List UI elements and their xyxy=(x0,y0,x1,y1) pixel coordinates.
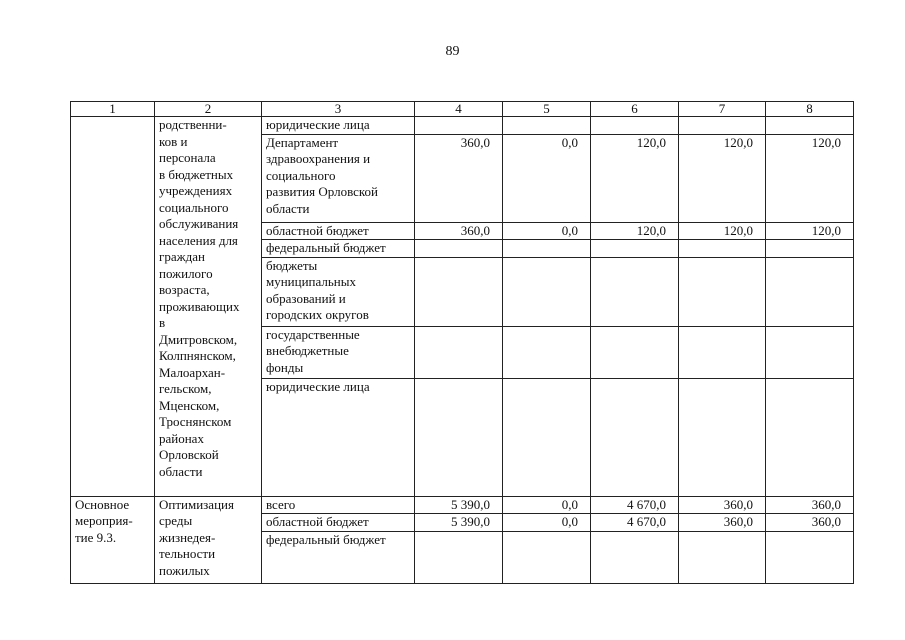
value-cell xyxy=(415,240,503,258)
value-cell xyxy=(591,326,679,378)
funding-source: областной бюджет xyxy=(262,514,415,532)
value-cell: 120,0 xyxy=(679,134,766,222)
value-cell: 0,0 xyxy=(503,496,591,514)
header-cell: 2 xyxy=(155,102,262,117)
value-cell xyxy=(415,117,503,135)
value-cell xyxy=(503,378,591,496)
value-cell xyxy=(766,326,854,378)
header-row xyxy=(71,102,854,117)
value-cell xyxy=(591,378,679,496)
value-cell: 5 390,0 xyxy=(415,514,503,532)
value-cell: 360,0 xyxy=(766,514,854,532)
header-cell: 1 xyxy=(71,102,155,117)
value-cell xyxy=(679,117,766,135)
value-cell xyxy=(766,117,854,135)
budget-table xyxy=(70,101,854,584)
funding-source: областной бюджет xyxy=(262,222,415,240)
value-cell: 120,0 xyxy=(679,222,766,240)
header-cell: 6 xyxy=(591,102,679,117)
value-cell xyxy=(679,326,766,378)
value-cell xyxy=(679,531,766,583)
header-cell: 4 xyxy=(415,102,503,117)
funding-source: юридические лица xyxy=(262,117,415,135)
funding-source: федеральный бюджет xyxy=(262,240,415,258)
value-cell: 0,0 xyxy=(503,222,591,240)
value-cell xyxy=(766,257,854,326)
value-cell: 0,0 xyxy=(503,134,591,222)
funding-source: Департамент здравоохранения и социального развития Орловской области xyxy=(262,134,415,222)
activity-description: Оптимизация среды жизнедея- тельности пожилых xyxy=(155,496,262,583)
value-cell xyxy=(591,240,679,258)
value-cell xyxy=(503,240,591,258)
value-cell: 360,0 xyxy=(415,134,503,222)
value-cell xyxy=(503,257,591,326)
value-cell xyxy=(766,240,854,258)
funding-source: федеральный бюджет xyxy=(262,531,415,583)
value-cell xyxy=(679,240,766,258)
value-cell: 120,0 xyxy=(591,134,679,222)
value-cell xyxy=(415,531,503,583)
funding-source: бюджеты муниципальных образований и городских округов xyxy=(262,257,415,326)
value-cell xyxy=(766,531,854,583)
value-cell: 360,0 xyxy=(679,496,766,514)
value-cell xyxy=(591,257,679,326)
value-cell xyxy=(766,378,854,496)
funding-source: юридические лица xyxy=(262,378,415,496)
value-cell: 360,0 xyxy=(679,514,766,532)
table-row xyxy=(71,496,854,514)
value-cell: 360,0 xyxy=(766,496,854,514)
value-cell: 4 670,0 xyxy=(591,496,679,514)
value-cell xyxy=(679,257,766,326)
header-cell: 7 xyxy=(679,102,766,117)
value-cell xyxy=(679,378,766,496)
value-cell xyxy=(503,531,591,583)
funding-source: государственные внебюджетные фонды xyxy=(262,326,415,378)
value-cell xyxy=(415,378,503,496)
activity-title: Основное мероприя- тие 9.3. xyxy=(71,496,155,583)
value-cell xyxy=(503,117,591,135)
value-cell: 0,0 xyxy=(503,514,591,532)
value-cell xyxy=(503,326,591,378)
activity-cell xyxy=(71,117,155,497)
value-cell xyxy=(591,117,679,135)
value-cell: 120,0 xyxy=(591,222,679,240)
value-cell xyxy=(415,257,503,326)
header-cell: 5 xyxy=(503,102,591,117)
value-cell xyxy=(415,326,503,378)
page-number: 89 xyxy=(445,44,460,59)
value-cell: 4 670,0 xyxy=(591,514,679,532)
header-cell: 8 xyxy=(766,102,854,117)
value-cell: 360,0 xyxy=(415,222,503,240)
activity-description: родственни- ков и персонала в бюджетных учреждениях социального обслуживания населения для граждан пожилого возраста, проживающих в Дмитровском, Колпнянском, Малоархан- гельском, Мценском, Троснянском районах Орловской области xyxy=(155,117,262,497)
value-cell xyxy=(591,531,679,583)
value-cell: 5 390,0 xyxy=(415,496,503,514)
header-cell: 3 xyxy=(262,102,415,117)
value-cell: 120,0 xyxy=(766,134,854,222)
value-cell: 120,0 xyxy=(766,222,854,240)
table-row xyxy=(71,117,854,135)
funding-source: всего xyxy=(262,496,415,514)
